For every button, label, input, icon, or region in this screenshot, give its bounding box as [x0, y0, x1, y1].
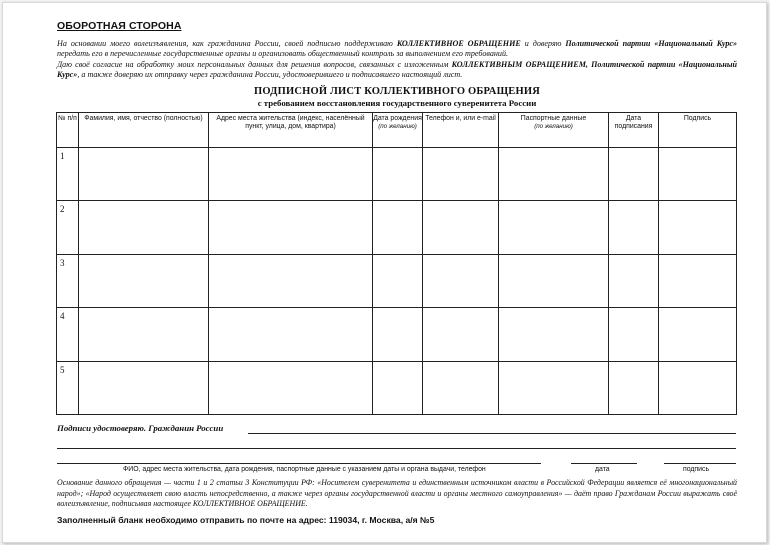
- caption-signature: подпись: [683, 466, 710, 473]
- cell-address[interactable]: [209, 308, 373, 361]
- table-row: [57, 254, 737, 307]
- header-passport: Паспортные данные (по желанию): [499, 113, 609, 148]
- cell-address[interactable]: [209, 361, 373, 414]
- fio-line[interactable]: [57, 463, 541, 464]
- cell-birth-date[interactable]: [373, 361, 423, 414]
- intro-p1-b: КОЛЛЕКТИВНОЕ ОБРАЩЕНИЕ: [396, 39, 521, 48]
- cell-full-name[interactable]: [79, 361, 209, 414]
- header-number: № п/п: [57, 113, 79, 148]
- table-header-row: [57, 113, 737, 148]
- cell-address[interactable]: [209, 201, 373, 254]
- intro-p1-a: На основании моего волеизъявления, как гражданина России, своей подписью поддерживаю: [57, 39, 397, 48]
- table-row: [57, 201, 737, 254]
- cell-sign-date[interactable]: [609, 254, 659, 307]
- table-row: [57, 148, 737, 201]
- cell-signature[interactable]: [659, 308, 737, 361]
- row-number: 1: [57, 148, 79, 201]
- row-number: 2: [57, 201, 79, 254]
- certifier-line[interactable]: [248, 433, 736, 434]
- cell-birth-date[interactable]: [373, 254, 423, 307]
- cell-phone[interactable]: [423, 308, 499, 361]
- cell-full-name[interactable]: [79, 148, 209, 201]
- header-phone: Телефон и, или e-mail: [423, 113, 499, 148]
- cell-signature[interactable]: [659, 148, 737, 201]
- intro-p1-c: и доверяю: [520, 39, 566, 48]
- cell-birth-date[interactable]: [373, 308, 423, 361]
- cell-address[interactable]: [209, 148, 373, 201]
- row-number: 5: [57, 361, 79, 414]
- header-address: Адрес места жительства (индекс, населённый пункт, улица, дом, квартира): [209, 113, 373, 148]
- intro-text: [57, 39, 737, 81]
- intro-p2-c: , а также доверяю их отправку через гражданина России, удостоверившего и подписавшего настоящий лист.: [77, 70, 463, 80]
- cell-phone[interactable]: [423, 201, 499, 254]
- cell-full-name[interactable]: [79, 201, 209, 254]
- cell-passport[interactable]: [499, 254, 609, 307]
- signature-line[interactable]: [664, 463, 736, 464]
- caption-date: дата: [595, 466, 610, 473]
- cell-full-name[interactable]: [79, 254, 209, 307]
- cell-signature[interactable]: [659, 201, 737, 254]
- caption-fio: ФИО, адрес места жительства, дата рождения, паспортные данные с указанием даты и органа выдачи, телефон: [123, 466, 486, 473]
- legal-basis-text: Основание данного обращения — части 1 и 2 статьи 3 Конституции РФ: «Носителем суверенитета и единственным источником власти в Российской Федерации является её многонациональный народ»; «Народ осуществляет свою власть непосредственно, а также через органы государственной власти и органы местного самоуправления» — даёт право Гражданам России выражать своё волеизъявление, подписывая настоящее КОЛЛЕКТИВНОЕ ОБРАЩЕНИЕ.: [57, 478, 737, 509]
- cell-signature[interactable]: [659, 361, 737, 414]
- cell-phone[interactable]: [423, 148, 499, 201]
- cell-full-name[interactable]: [79, 308, 209, 361]
- certify-label: Подписи удостоверяю. Гражданин России: [57, 423, 224, 433]
- row-number: 4: [57, 308, 79, 361]
- cell-passport[interactable]: [499, 361, 609, 414]
- cell-address[interactable]: [209, 254, 373, 307]
- certifier-line-2[interactable]: [57, 448, 736, 449]
- form-page: [2, 2, 767, 543]
- row-number: 3: [57, 254, 79, 307]
- cell-sign-date[interactable]: [609, 361, 659, 414]
- header-signature: Подпись: [659, 113, 737, 148]
- intro-p2-b: КОЛЛЕКТИВНЫМ ОБРАЩЕНИЕМ, Политической партии «Национальный Курс»: [57, 59, 737, 80]
- cell-sign-date[interactable]: [609, 148, 659, 201]
- cell-sign-date[interactable]: [609, 308, 659, 361]
- intro-p2-a: Даю своё согласие на обработку моих персональных данных для решения вопросов, связанных с изложенным: [57, 59, 452, 69]
- table-row: [57, 308, 737, 361]
- table-row: [57, 361, 737, 414]
- cell-birth-date[interactable]: [373, 148, 423, 201]
- header-full-name: Фамилия, имя, отчество (полностью): [79, 113, 209, 148]
- cell-passport[interactable]: [499, 308, 609, 361]
- cell-birth-date[interactable]: [373, 201, 423, 254]
- cell-signature[interactable]: [659, 254, 737, 307]
- page-heading: ОБОРОТНАЯ СТОРОНА: [57, 20, 182, 32]
- sheet-title: ПОДПИСНОЙ ЛИСТ КОЛЛЕКТИВНОГО ОБРАЩЕНИЯ: [253, 86, 541, 97]
- header-sign-date: Дата подписания: [609, 113, 659, 148]
- cell-phone[interactable]: [423, 254, 499, 307]
- signature-table: [56, 112, 737, 415]
- mailing-address: Заполненный бланк необходимо отправить по почте на адрес: 119034, г. Москва, а/я №5: [57, 515, 435, 525]
- header-birth-date: Дата рождения (по желанию): [373, 113, 423, 148]
- date-line[interactable]: [571, 463, 637, 464]
- cell-sign-date[interactable]: [609, 201, 659, 254]
- cell-passport[interactable]: [499, 201, 609, 254]
- intro-p1-d: Политической партии «Национальный Курс»: [565, 39, 738, 48]
- cell-passport[interactable]: [499, 148, 609, 201]
- cell-phone[interactable]: [423, 361, 499, 414]
- intro-p1-e: передать его в перечисленные государственные органы и организовать общественный контроль за выполнением его требований.: [57, 49, 509, 59]
- sheet-subtitle: с требованием восстановления государственного суверенитета России: [257, 98, 537, 108]
